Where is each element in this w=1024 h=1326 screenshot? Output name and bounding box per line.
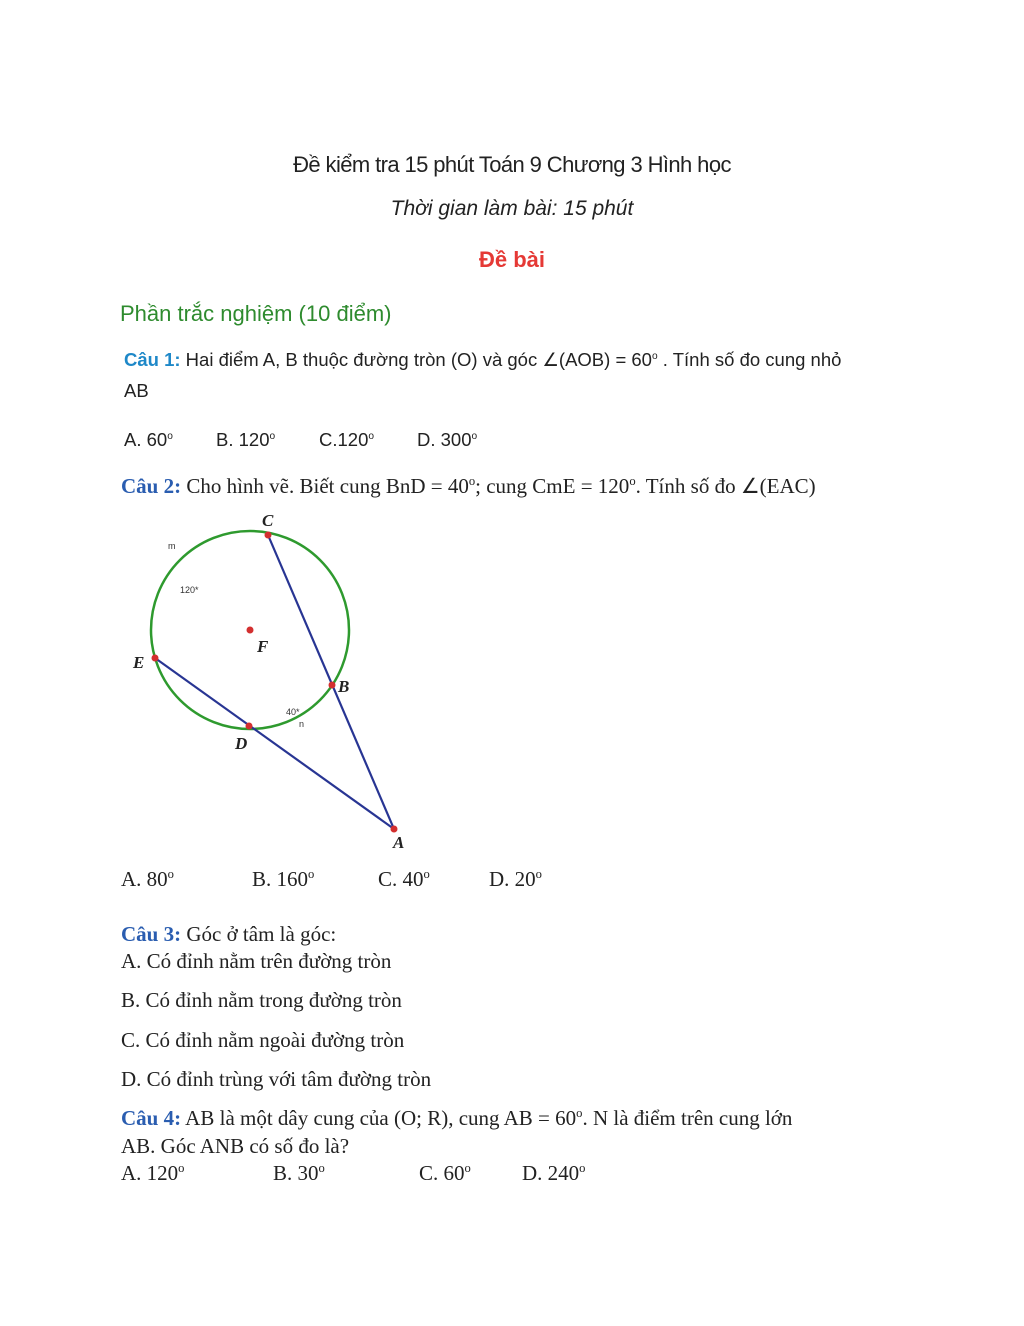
label-e: E xyxy=(133,653,145,672)
question-2-option-c: C. 40$^o$ xyxy=(378,867,430,891)
exam-heading: Đề bài xyxy=(478,247,546,272)
question-4-line2: AB. Góc ANB có số đo là? xyxy=(121,1134,350,1158)
question-2-option-a: A. 80$^o$ xyxy=(121,867,174,891)
question-1-option-c: C.120$^o$ xyxy=(319,429,375,450)
degree-sign: o xyxy=(651,350,658,362)
question-1-text-b: . Tính số đo cung nhỏ xyxy=(657,349,842,370)
label-b: B xyxy=(338,677,350,696)
question-4-option-d: D. 240$^o$ xyxy=(522,1161,586,1185)
question-3-text: Góc ở tâm là góc: xyxy=(181,922,337,946)
question-1-option-d: D. 300$^o$ xyxy=(417,429,478,450)
point-a xyxy=(391,826,398,833)
question-2-text-c: . Tính số đo ∠(EAC) xyxy=(635,474,816,498)
question-1-option-b: B. 120$^o$ xyxy=(216,429,276,450)
section-title: Phần trắc nghiệm (10 điểm) xyxy=(120,301,392,326)
arc-small-value: 40* xyxy=(286,707,300,717)
point-b xyxy=(329,682,336,689)
question-3-option-b: B. Có đỉnh nằm trong đường tròn xyxy=(121,988,402,1012)
question-3-option-a: A. Có đỉnh nằm trên đường tròn xyxy=(121,949,392,973)
point-e xyxy=(152,655,159,662)
question-2-option-b: B. 160$^o$ xyxy=(252,867,315,891)
question-1-label: Câu 1: xyxy=(124,349,181,370)
question-3-option-c: C. Có đỉnh nằm ngoài đường tròn xyxy=(121,1028,405,1052)
question-4-label: Câu 4: xyxy=(121,1106,182,1130)
point-d xyxy=(246,723,253,730)
question-1-text-a: Hai điểm A, B thuộc đường tròn (O) và góc ∠(AOB) = 60 xyxy=(180,349,652,370)
question-1-option-a: A. 60$^o$ xyxy=(124,429,173,450)
label-d: D xyxy=(235,734,248,753)
label-f: F xyxy=(257,637,269,656)
question-4: Câu 4: AB là một dây cung của (O; R), cung AB = $60^o$. N là điểm trên cung lớn xyxy=(121,1106,793,1130)
question-1-line2: AB xyxy=(124,380,149,401)
geometry-figure xyxy=(120,505,420,855)
question-4-option-c: C. 60$^o$ xyxy=(419,1161,471,1185)
arc-big-value: 120* xyxy=(180,585,199,595)
label-a: A xyxy=(393,833,405,852)
question-1 xyxy=(124,349,841,371)
question-4-text-b: . N là điểm trên cung lớn xyxy=(582,1106,793,1130)
question-3 xyxy=(121,922,336,947)
question-2-text-a: Cho hình vẽ. Biết cung BnD = 40 xyxy=(181,474,469,498)
question-2-text-b: ; cung CmE = 120 xyxy=(475,474,630,498)
document-title: Đề kiểm tra 15 phút Toán 9 Chương 3 Hình học xyxy=(293,152,731,177)
label-c: C xyxy=(262,511,274,530)
question-4-text-a: AB là một dây cung của (O; R), cung AB = 60 xyxy=(181,1106,577,1130)
arc-small-name: n xyxy=(299,719,305,729)
question-2-option-d: D. 20$^o$ xyxy=(489,867,542,891)
question-3-label: Câu 3: xyxy=(121,922,182,946)
question-2: Câu 2: Cho hình vẽ. Biết cung BnD = $40^o$; cung CmE = $120^o$. Tính số đo ∠(EAC) xyxy=(121,474,816,498)
point-f xyxy=(247,627,254,634)
question-4-option-b: B. 30$^o$ xyxy=(273,1161,325,1185)
arc-big-name: m xyxy=(168,541,176,551)
question-2-label: Câu 2: xyxy=(121,474,182,498)
time-limit: Thời gian làm bài: 15 phút xyxy=(390,197,634,220)
question-3-option-d: D. Có đỉnh trùng với tâm đường tròn xyxy=(121,1067,432,1091)
point-c xyxy=(265,532,272,539)
question-4-option-a: A. 120$^o$ xyxy=(121,1161,185,1185)
